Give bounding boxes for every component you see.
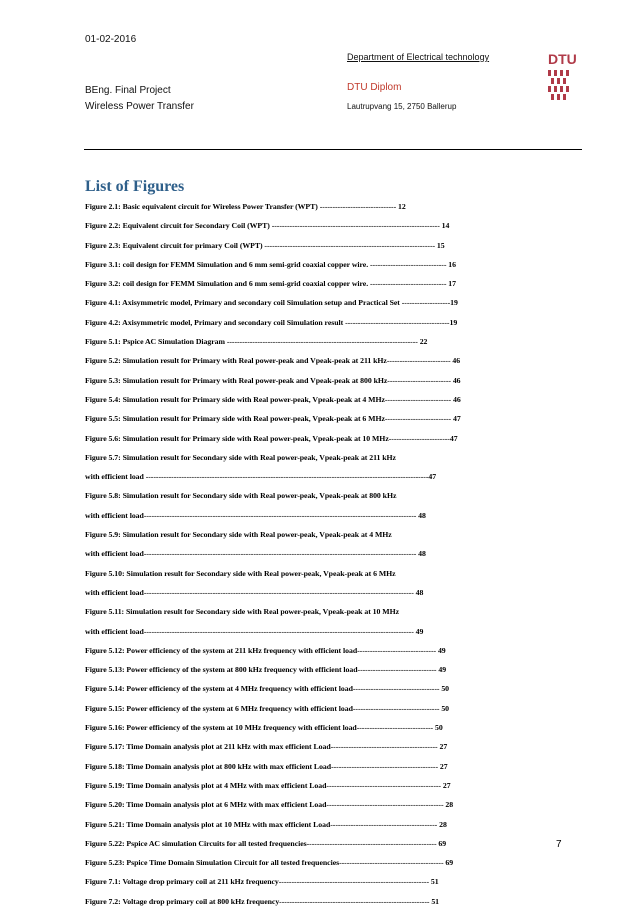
figure-entry-line: Figure 5.7: Simulation result for Secondary side with Real power-peak, Vpeak-peak at 211 kHz xyxy=(85,452,396,462)
figure-entry[interactable]: Figure 5.4: Simulation result for Primary side with Real power-peak, Vpeak-peak at 4 MHz-------------------------- 46 xyxy=(85,394,461,404)
figure-entry-line: with efficient load----------------------------------------------------------------------------------------------------------- 48 xyxy=(85,549,426,559)
figure-entry[interactable]: Figure 5.18: Time Domain analysis plot at 800 kHz with max efficient Load------------------------------------------ 27 xyxy=(85,761,448,771)
figure-entry[interactable]: Figure 3.1: coil design for FEMM Simulation and 6 mm semi-grid coaxial copper wire. ------------------------------ 16 xyxy=(85,259,456,269)
figure-entry-line: with efficient load----------------------------------------------------------------------------------------------------------- 48 xyxy=(85,510,426,520)
figure-entry[interactable] xyxy=(85,569,555,597)
figure-entry[interactable]: Figure 7.1: Voltage drop primary coil at 211 kHz frequency----------------------------------------------------------- 51 xyxy=(85,877,439,887)
figure-entry[interactable]: Figure 5.22: Pspice AC simulation Circuits for all tested frequencies--------------------------------------------------- 69 xyxy=(85,838,447,848)
dtu-logo-icon xyxy=(548,50,577,108)
figure-entry[interactable]: Figure 5.1: Pspice AC Simulation Diagram --------------------------------------------------------------------------- 22 xyxy=(85,337,428,347)
figure-entry[interactable]: Figure 5.15: Power efficiency of the system at 6 MHz frequency with efficient load---------------------------------- 50 xyxy=(85,703,450,713)
header-divider xyxy=(84,149,582,150)
figure-entry[interactable]: Figure 5.20: Time Domain analysis plot at 6 MHz with max efficient Load---------------------------------------------- 28 xyxy=(85,800,454,810)
figure-entry[interactable]: Figure 2.1: Basic equivalent circuit for Wireless Power Transfer (WPT) ------------------------------ 12 xyxy=(85,202,406,211)
figure-entry-line: Figure 5.11: Simulation result for Secondary side with Real power-peak, Vpeak-peak at 10 MHz xyxy=(85,607,399,617)
header-address: Lautrupvang 15, 2750 Ballerup xyxy=(347,102,457,111)
page-title: List of Figures xyxy=(85,178,185,195)
figure-entry-line: Figure 5.9: Simulation result for Secondary side with Real power-peak, Vpeak-peak at 4 MHz xyxy=(85,530,392,540)
header-project: BEng. Final Project xyxy=(85,85,171,96)
figure-entry[interactable]: Figure 5.19: Time Domain analysis plot at 4 MHz with max efficient Load--------------------------------------------- 27 xyxy=(85,780,451,790)
figure-entry[interactable]: Figure 5.16: Power efficiency of the system at 10 MHz frequency with efficient load------------------------------ 50 xyxy=(85,723,443,733)
header-department: Department of Electrical technology xyxy=(347,52,490,62)
figure-entry[interactable]: Figure 5.12: Power efficiency of the system at 211 kHz frequency with efficient load------------------------------- 49 xyxy=(85,645,446,655)
figure-entry[interactable]: Figure 5.5: Simulation result for Primary side with Real power-peak, Vpeak-peak at 6 MHz-------------------------- 47 xyxy=(85,414,461,424)
page-number: 7 xyxy=(556,839,562,850)
figure-entry[interactable] xyxy=(85,607,555,635)
figure-entry[interactable]: Figure 5.2: Simulation result for Primary with Real power-peak and Vpeak-peak at 211 kHz------------------------- 46 xyxy=(85,356,461,366)
header-subject: Wireless Power Transfer xyxy=(85,101,194,112)
figure-entry[interactable]: Figure 5.17: Time Domain analysis plot at 211 kHz with max efficient Load------------------------------------------ 27 xyxy=(85,742,448,752)
figure-entry-line: with efficient load---------------------------------------------------------------------------------------------------------- 49 xyxy=(85,626,424,636)
figure-entry[interactable]: Figure 4.1: Axisymmetric model, Primary and secondary coil Simulation setup and Practical Set -------------------19 xyxy=(85,298,458,308)
figure-entry[interactable]: Figure 5.6: Simulation result for Primary side with Real power-peak, Vpeak-peak at 10 MHz------------------------47 xyxy=(85,433,458,443)
figure-entry[interactable]: Figure 4.2: Axisymmetric model, Primary and secondary coil Simulation result -----------------------------------------19 xyxy=(85,317,458,327)
figure-entry[interactable] xyxy=(85,491,555,519)
logo-text: DTU xyxy=(548,51,577,67)
figure-entry-line: with efficient load---------------------------------------------------------------------------------------------------------- 48 xyxy=(85,587,424,597)
figure-entry[interactable]: Figure 5.23: Pspice Time Domain Simulation Circuit for all tested frequencies----------------------------------------- 69 xyxy=(85,858,454,868)
figure-entry[interactable] xyxy=(85,530,555,558)
header-school: DTU Diplom xyxy=(347,82,402,93)
figure-entry[interactable]: Figure 2.3: Equivalent circuit for primary Coil (WPT) ------------------------------------------------------------------- 15 xyxy=(85,240,445,250)
figure-entry[interactable]: Figure 5.14: Power efficiency of the system at 4 MHz frequency with efficient load---------------------------------- 50 xyxy=(85,684,450,694)
figure-entry[interactable]: Figure 5.3: Simulation result for Primary with Real power-peak and Vpeak-peak at 800 kHz------------------------- 46 xyxy=(85,375,461,385)
header-date: 01-02-2016 xyxy=(85,34,137,45)
figure-entry[interactable]: Figure 3.2: coil design for FEMM Simulation and 6 mm semi-grid coaxial copper wire. ------------------------------ 17 xyxy=(85,279,456,289)
figure-entry[interactable] xyxy=(85,453,555,481)
figure-entry[interactable]: Figure 5.21: Time Domain analysis plot at 10 MHz with max efficient Load------------------------------------------ 28 xyxy=(85,819,447,829)
figure-entry-line: Figure 5.10: Simulation result for Secondary side with Real power-peak, Vpeak-peak at 6 MHz xyxy=(85,568,396,578)
figure-entry[interactable]: Figure 5.13: Power efficiency of the system at 800 kHz frequency with efficient load------------------------------- 49 xyxy=(85,665,447,675)
figure-entry[interactable]: Figure 2.2: Equivalent circuit for Secondary Coil (WPT) ------------------------------------------------------------------ 14 xyxy=(85,221,450,231)
figure-entry-line: Figure 5.8: Simulation result for Secondary side with Real power-peak, Vpeak-peak at 800 kHz xyxy=(85,491,397,501)
figure-entry[interactable]: Figure 7.2: Voltage drop primary coil at 800 kHz frequency----------------------------------------------------------- 51 xyxy=(85,896,440,906)
figure-entry-line: with efficient load ---------------------------------------------------------------------------------------------------------------47 xyxy=(85,472,437,482)
figure-list xyxy=(85,202,555,916)
